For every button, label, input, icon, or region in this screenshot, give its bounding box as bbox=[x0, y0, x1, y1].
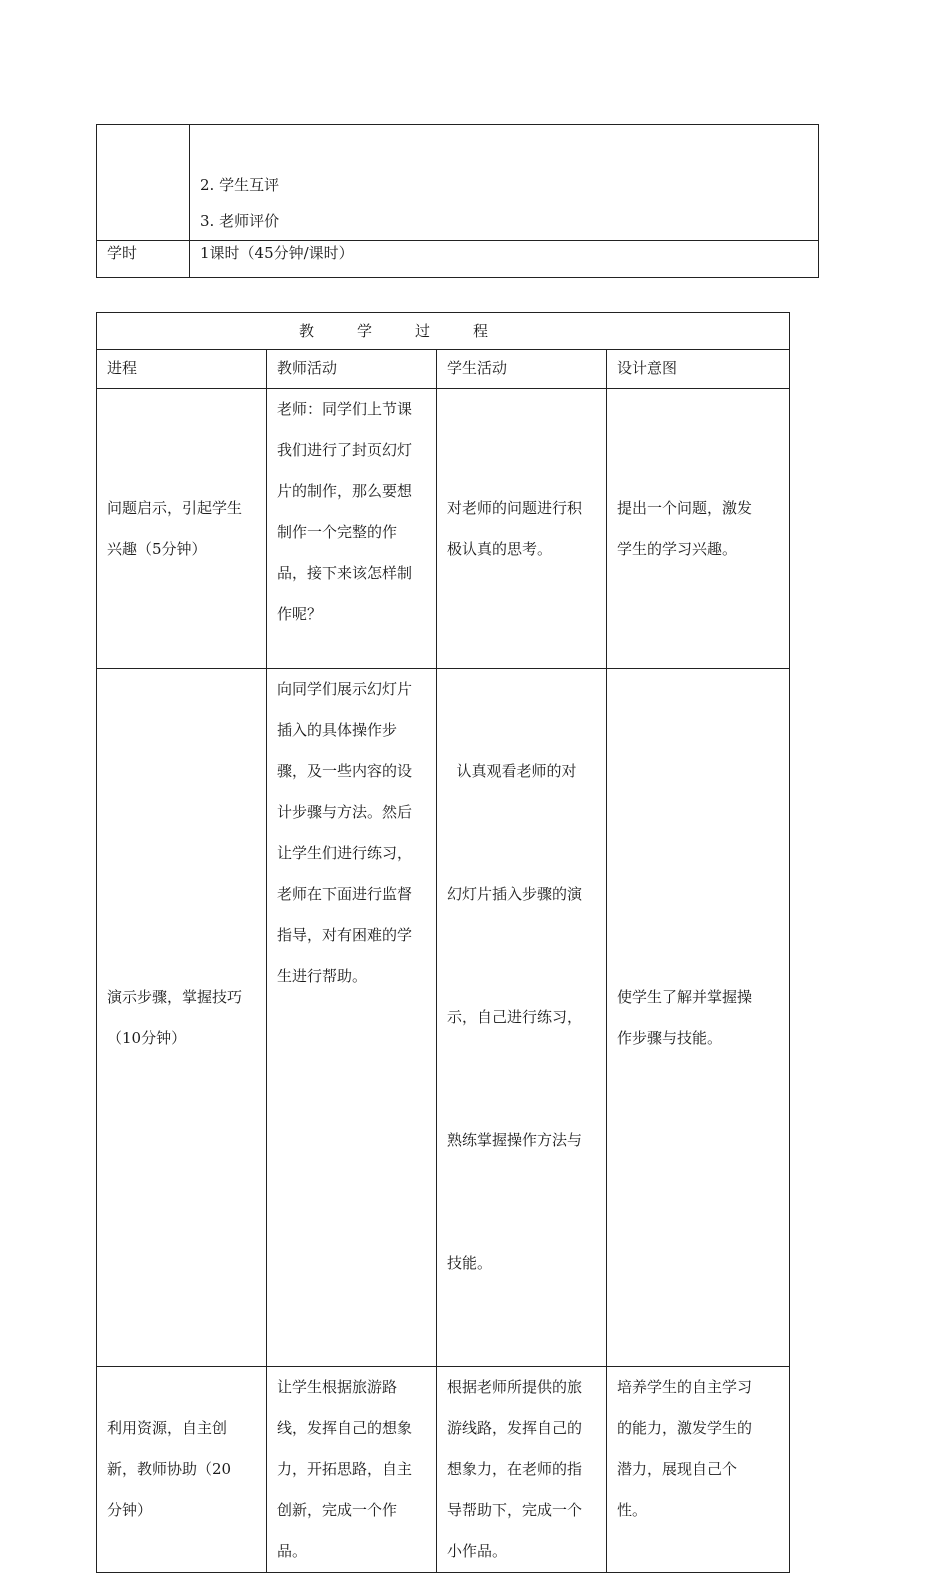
teacher-line: 插入的具体操作步 bbox=[277, 721, 398, 739]
teacher-line: 计步骤与方法。然后 bbox=[277, 803, 413, 821]
evaluation-item: 2. 学生互评 bbox=[200, 176, 280, 194]
teacher-line: 老师：同学们上节课 bbox=[277, 400, 413, 418]
teacher-line: 让学生们进行练习， bbox=[277, 844, 413, 862]
intent-line: 学生的学习兴趣。 bbox=[617, 539, 738, 558]
intent-cell bbox=[607, 669, 790, 1367]
stage-line: 分钟） bbox=[107, 1501, 153, 1519]
teacher-line: 品，接下来该怎样制 bbox=[277, 564, 413, 582]
student-line: 想象力，在老师的指 bbox=[447, 1460, 583, 1478]
title-char: 程 bbox=[473, 322, 490, 340]
teacher-line: 品。 bbox=[277, 1542, 308, 1560]
student-cell bbox=[437, 389, 607, 669]
teacher-cell bbox=[267, 1367, 437, 1573]
teacher-line: 片的制作，那么要想 bbox=[277, 482, 413, 500]
header-stage: 进程 bbox=[97, 350, 267, 389]
student-cell bbox=[437, 669, 607, 1367]
intent-line: 的能力，激发学生的 bbox=[617, 1419, 753, 1437]
intent-line: 潜力，展现自己个 bbox=[617, 1460, 738, 1478]
student-line: 认真观看老师的对 bbox=[447, 762, 577, 780]
title-char: 过 bbox=[415, 322, 432, 340]
stage-line: 兴趣（5分钟） bbox=[107, 539, 207, 558]
student-line: 对老师的问题进行积 bbox=[447, 498, 583, 517]
teacher-line: 制作一个完整的作 bbox=[277, 523, 398, 541]
evaluation-table bbox=[96, 124, 819, 278]
intent-line: 培养学生的自主学习 bbox=[617, 1378, 753, 1396]
class-hours-label: 学时 bbox=[97, 241, 190, 278]
evaluation-row bbox=[97, 125, 819, 241]
student-line: 游线路，发挥自己的 bbox=[447, 1419, 583, 1437]
header-intent: 设计意图 bbox=[607, 350, 790, 389]
evaluation-left-cell bbox=[97, 125, 190, 241]
student-line: 示，自己进行练习， bbox=[447, 1008, 583, 1026]
header-student: 学生活动 bbox=[437, 350, 607, 389]
process-title-row bbox=[97, 313, 790, 350]
evaluation-items-cell bbox=[190, 125, 819, 241]
evaluation-item: 3. 老师评价 bbox=[200, 212, 280, 230]
teacher-line: 生进行帮助。 bbox=[277, 967, 368, 985]
teacher-line: 老师在下面进行监督 bbox=[277, 885, 413, 903]
stage-cell bbox=[97, 389, 267, 669]
teacher-line: 向同学们展示幻灯片 bbox=[277, 680, 413, 698]
teacher-line: 我们进行了封页幻灯 bbox=[277, 441, 413, 459]
header-teacher: 教师活动 bbox=[267, 350, 437, 389]
process-row bbox=[97, 669, 790, 1367]
student-line: 根据老师所提供的旅 bbox=[447, 1378, 583, 1396]
student-line: 技能。 bbox=[447, 1254, 493, 1272]
teacher-line: 指导，对有困难的学 bbox=[277, 926, 413, 944]
intent-line: 性。 bbox=[617, 1501, 648, 1519]
student-line: 幻灯片插入步骤的演 bbox=[447, 885, 583, 903]
intent-cell bbox=[607, 389, 790, 669]
student-line: 极认真的思考。 bbox=[447, 539, 553, 558]
title-char: 学 bbox=[357, 322, 374, 340]
student-line: 熟练掌握操作方法与 bbox=[447, 1131, 583, 1149]
teacher-cell bbox=[267, 389, 437, 669]
intent-line: 作步骤与技能。 bbox=[617, 1028, 723, 1047]
stage-line: 演示步骤，掌握技巧 bbox=[107, 987, 243, 1006]
intent-cell bbox=[607, 1367, 790, 1573]
stage-cell bbox=[97, 669, 267, 1367]
stage-line: （10分钟） bbox=[107, 1028, 187, 1047]
process-header-row bbox=[97, 350, 790, 389]
student-line: 导帮助下，完成一个 bbox=[447, 1501, 583, 1519]
teacher-line: 力，开拓思路，自主 bbox=[277, 1460, 413, 1478]
teacher-cell bbox=[267, 669, 437, 1367]
teacher-line: 骤，及一些内容的设 bbox=[277, 762, 413, 780]
teaching-process-table bbox=[96, 312, 790, 1573]
stage-line: 新，教师协助（20 bbox=[107, 1460, 232, 1478]
process-title bbox=[97, 313, 790, 350]
process-row bbox=[97, 1367, 790, 1573]
teacher-line: 创新，完成一个作 bbox=[277, 1501, 398, 1519]
class-hours-row bbox=[97, 241, 819, 278]
intent-line: 使学生了解并掌握操 bbox=[617, 987, 753, 1006]
teacher-line: 线，发挥自己的想象 bbox=[277, 1419, 413, 1437]
class-hours-value: 1课时（45分钟/课时） bbox=[190, 241, 819, 278]
teacher-line: 作呢？ bbox=[277, 605, 323, 623]
teacher-line: 让学生根据旅游路 bbox=[277, 1378, 398, 1396]
title-char: 教 bbox=[299, 322, 316, 340]
student-cell bbox=[437, 1367, 607, 1573]
intent-line: 提出一个问题，激发 bbox=[617, 498, 753, 517]
process-row bbox=[97, 389, 790, 669]
student-line: 小作品。 bbox=[447, 1542, 508, 1560]
stage-line: 问题启示，引起学生 bbox=[107, 498, 243, 517]
stage-line: 利用资源，自主创 bbox=[107, 1419, 228, 1437]
stage-cell bbox=[97, 1367, 267, 1573]
